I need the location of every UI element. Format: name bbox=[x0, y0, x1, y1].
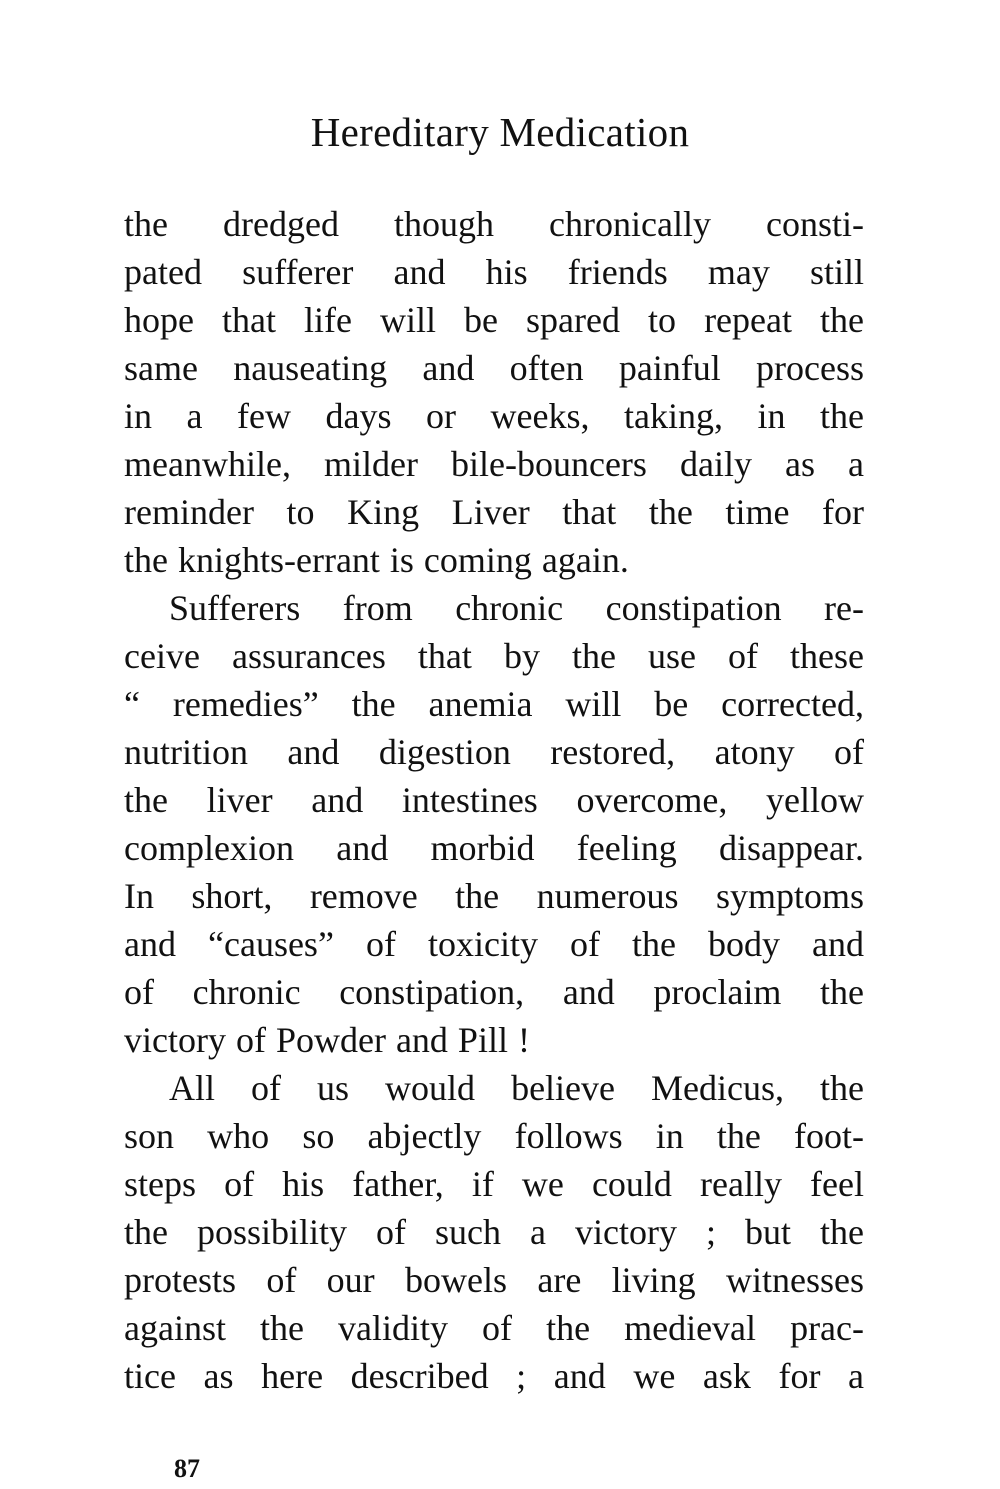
text-line: same nauseating and often painful process bbox=[124, 348, 864, 388]
paragraph-3 bbox=[124, 1064, 864, 1400]
text-line: the liver and intestines overcome, yellow bbox=[124, 780, 864, 820]
page-number: 87 bbox=[174, 1454, 200, 1483]
text-line: reminder to King Liver that the time for bbox=[124, 492, 864, 532]
text-line: hope that life will be spared to repeat the bbox=[124, 300, 864, 340]
text-line: tice as here described ; and we ask for a bbox=[124, 1356, 864, 1396]
paragraph-2 bbox=[124, 584, 864, 1064]
text-line: in a few days or weeks, taking, in the bbox=[124, 396, 864, 436]
text-line: pated sufferer and his friends may still bbox=[124, 252, 864, 292]
paragraph-1 bbox=[124, 200, 864, 584]
text-line: of chronic constipation, and proclaim the bbox=[124, 972, 864, 1012]
text-line: meanwhile, milder bile-bouncers daily as a bbox=[124, 444, 864, 484]
text-line: Sufferers from chronic constipation re- bbox=[169, 588, 864, 628]
text-line: the knights-errant is coming again. bbox=[124, 540, 629, 580]
text-line: victory of Powder and Pill ! bbox=[124, 1020, 530, 1060]
body-text bbox=[124, 200, 864, 1400]
text-line: and “causes” of toxicity of the body and bbox=[124, 924, 864, 964]
running-head: Hereditary Medication bbox=[310, 109, 690, 155]
text-line: against the validity of the medieval prac- bbox=[124, 1308, 864, 1348]
text-line: protests of our bowels are living witnesses bbox=[124, 1260, 864, 1300]
text-line: “ remedies” the anemia will be corrected, bbox=[124, 684, 864, 724]
text-line: the possibility of such a victory ; but the bbox=[124, 1212, 864, 1252]
text-line: ceive assurances that by the use of these bbox=[124, 636, 864, 676]
text-line: In short, remove the numerous symptoms bbox=[124, 876, 864, 916]
text-line: complexion and morbid feeling disappear. bbox=[124, 828, 864, 868]
text-line: son who so abjectly follows in the foot- bbox=[124, 1116, 864, 1156]
text-line: the dredged though chronically consti- bbox=[124, 204, 864, 244]
text-line: steps of his father, if we could really feel bbox=[124, 1164, 864, 1204]
text-line: nutrition and digestion restored, atony of bbox=[124, 732, 864, 772]
text-line: All of us would believe Medicus, the bbox=[169, 1068, 864, 1108]
